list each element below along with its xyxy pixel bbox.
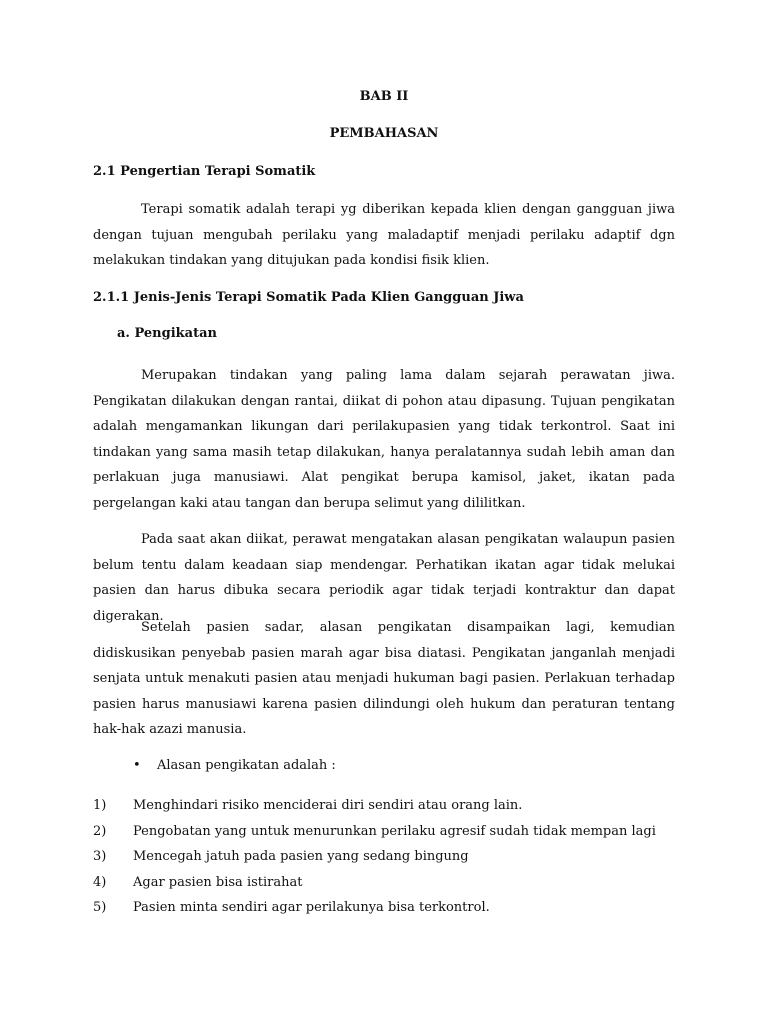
list-item-text: Agar pasien bisa istirahat <box>133 874 303 890</box>
list-item <box>93 819 656 845</box>
chapter-number: BAB II <box>359 89 409 104</box>
list-item-text: Pengobatan yang untuk menurunkan perilaku agresif sudah tidak mempan lagi <box>133 823 656 839</box>
list-item-text: Pasien minta sendiri agar perilakunya bisa terkontrol. <box>133 900 490 915</box>
reasons-list <box>93 793 656 921</box>
list-item <box>93 793 656 819</box>
bullet-item <box>133 758 336 773</box>
paragraph-pengikatan-3: Setelah pasien sadar, alasan pengikatan disampaikan lagi, kemudian didiskusikan penyebab pasien marah agar bisa diatasi. Pengikatan janganlah menjadi senjata untuk menakuti pasien atau menjadi hukuman bagi pasien. Perlakuan terhadap pasien harus manusiawi karena pasien dilindungi oleh hukum dan peraturan tentang hak-hak azazi manusia. <box>93 620 675 737</box>
paragraph-pengikatan-1: Merupakan tindakan yang paling lama dalam sejarah perawatan jiwa. Pengikatan dilakukan dengan rantai, diikat di pohon atau dipasung. Tujuan pengikatan adalah mengamankan likungan dari perilakupasien yang tidak terkontrol. Saat ini tindakan yang sama masih tetap dilakukan, hanya peralatannya sudah lebih aman dan perlakuan juga manusiawi. Alat pengikat berupa kamisol, jaket, ikatan pada pergelangan kaki atau tangan dan berupa selimut yang dililitkan. <box>93 368 675 511</box>
list-item-text: Mencegah jatuh pada pasien yang sedang bingung <box>133 849 469 864</box>
bullet-dot-icon: • <box>133 758 141 773</box>
list-item-number: 3) <box>93 849 107 864</box>
list-item-number: 4) <box>93 874 107 890</box>
subheading-pengikatan: a. Pengikatan <box>117 326 217 341</box>
list-item-number: 5) <box>93 900 107 915</box>
chapter-title: PEMBAHASAN <box>329 126 439 141</box>
list-item-number: 1) <box>93 798 107 813</box>
list-item <box>93 844 656 870</box>
section-heading-2-1-1: 2.1.1 Jenis-Jenis Terapi Somatik Pada Klien Gangguan Jiwa <box>93 290 524 305</box>
bullet-text: Alasan pengikatan adalah : <box>157 758 336 773</box>
paragraph-pengikatan-2: Pada saat akan diikat, perawat mengatakan alasan pengikatan walaupun pasien belum tentu dalam keadaan siap mendengar. Perhatikan ikatan agar tidak melukai pasien dan harus dibuka secara periodik agar tidak terjadi kontraktur dan dapat digerakan. <box>93 532 675 624</box>
list-item-text: Menghindari risiko menciderai diri sendiri atau orang lain. <box>133 798 523 813</box>
section-heading-2-1: 2.1 Pengertian Terapi Somatik <box>93 164 316 179</box>
list-item <box>93 895 656 921</box>
list-item-number: 2) <box>93 823 107 839</box>
section-paragraph-definition: Terapi somatik adalah terapi yg diberikan kepada klien dengan gangguan jiwa dengan tujuan mengubah perilaku yang maladaptif menjadi perilaku adaptif dgn melakukan tindakan yang ditujukan pada kondisi fisik klien. <box>93 202 675 268</box>
list-item <box>93 870 656 896</box>
